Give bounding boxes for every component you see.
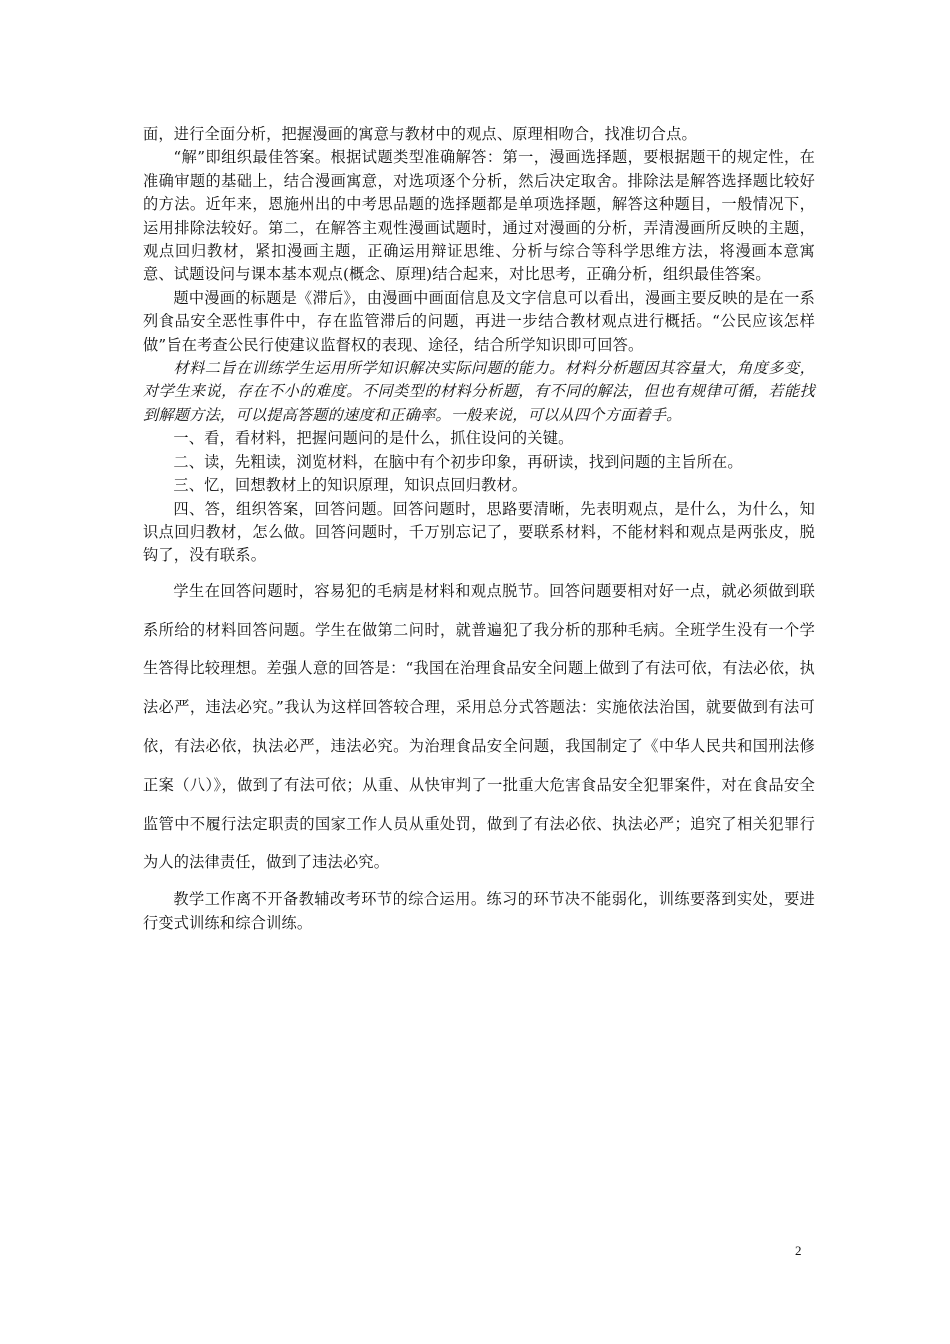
paragraph-material-two: 材料二旨在训练学生运用所学知识解决实际问题的能力。材料分析题因其容量大，角度多变，对学生来说，存在不小的难度。不同类型的材料分析题，有不同的解法，但也有规律可循，若能找到解题方法，可以提高答题的速度和正确率。一般来说，可以从四个方面着手。 <box>143 359 815 424</box>
paragraph-conclusion: 教学工作离不开备教辅改考环节的综合运用。练习的环节决不能弱化，训练要落到实处，要进行变式训练和综合训练。 <box>143 890 815 932</box>
paragraph-step-recall: 三、忆，回想教材上的知识原理，知识点回归教材。 <box>173 476 528 495</box>
paragraph-step-answer: 四、答，组织答案，回答问题。回答问题时，思路要清晰，先表明观点，是什么，为什么，知识点回归教材，怎么做。回答问题时，千万别忘记了，要联系材料，不能材料和观点是两张皮，脱钩了，没有联系。 <box>143 499 815 565</box>
paragraph-cartoon-analysis: 题中漫画的标题是《滞后》，由漫画中画面信息及文字信息可以看出，漫画主要反映的是在一系列食品安全恶性事件中，存在监管滞后的问题，再进一步结合教材观点进行概括。“公民应该怎样做”旨在考查公民行使建议监督权的表现、途径，结合所学知识即可回答。 <box>143 288 815 354</box>
paragraph-step-look: 一、看，看材料，把握问题问的是什么，抓住设问的关键。 <box>173 429 574 448</box>
page-number: 2 <box>795 1243 802 1258</box>
paragraph-student-answers: 学生在回答问题时，容易犯的毛病是材料和观点脱节。回答问题要相对好一点，就必须做到联系所给的材料回答问题。学生在做第二问时，就普遍犯了我分析的那种毛病。全班学生没有一个学生答得比较理想。差强人意的回答是：“我国在治理食品安全问题上做到了有法可依，有法必依，执法必严，违法必究。”我认为这样回答较合理，采用总分式答题法：实施依法治国，就要做到有法可依，有法必依，执法必严，违法必究。为治理食品安全问题，我国制定了《中华人民共和国刑法修正案（八）》，做到了有法可依；从重、从快审判了一批重大危害食品安全犯罪案件，对在食品安全监管中不履行法定职责的国家工作人员从重处罚，做到了有法必依、执法必严；追究了相关犯罪行为人的法律责任，做到了违法必究。 <box>143 581 815 872</box>
paragraph-answer-method: “解”即组织最佳答案。根据试题类型准确解答：第一，漫画选择题，要根据题干的规定性，在准确审题的基础上，结合漫画寓意，对选项逐个分析，然后决定取舍。排除法是解答选择题比较好的方法。近年来，恩施州出的中考思品题的选择题都是单项选择题，解答这种题目，一般情况下，运用排除法较好。第二，在解答主观性漫画试题时，通过对漫画的分析，弄清漫画所反映的主题，观点回归教材，紧扣漫画主题，正确运用辩证思维、分析与综合等科学思维方法，将漫画本意寓意、试题设问与课本基本观点(概念、原理)结合起来，对比思考，正确分析，组织最佳答案。 <box>143 148 815 284</box>
paragraph-continuation: 面，进行全面分析，把握漫画的寓意与教材中的观点、原理相吻合，找准切合点。 <box>143 125 697 143</box>
document-page <box>143 123 815 935</box>
paragraph-step-read: 二、读，先粗读，浏览材料，在脑中有个初步印象，再研读，找到问题的主旨所在。 <box>173 452 743 471</box>
